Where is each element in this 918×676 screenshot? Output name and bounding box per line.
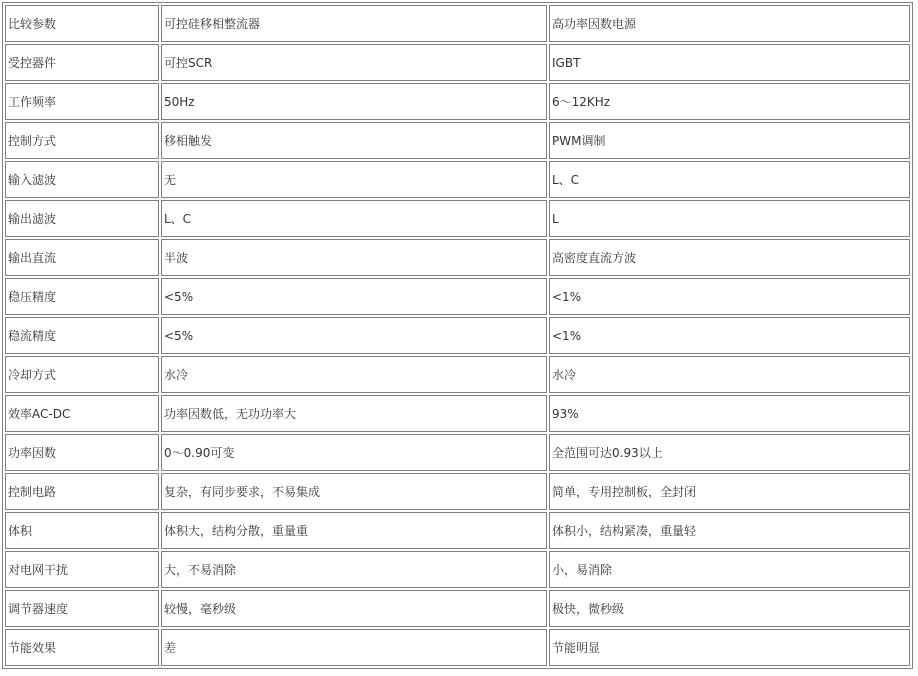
table-row bbox=[5, 551, 910, 588]
table-row bbox=[5, 434, 910, 471]
param-cell: 对电网干扰 bbox=[5, 551, 159, 588]
hpf-cell: <1% bbox=[549, 278, 910, 315]
scr-cell: 差 bbox=[161, 629, 547, 666]
scr-cell: <5% bbox=[161, 278, 547, 315]
hpf-cell: 简单，专用控制板，全封闭 bbox=[549, 473, 910, 510]
scr-cell: 可控硅移相整流器 bbox=[161, 5, 547, 42]
table-row bbox=[5, 512, 910, 549]
table-row bbox=[5, 5, 910, 42]
param-cell: 比较参数 bbox=[5, 5, 159, 42]
param-cell: 稳压精度 bbox=[5, 278, 159, 315]
param-cell: 控制电路 bbox=[5, 473, 159, 510]
scr-cell: 水冷 bbox=[161, 356, 547, 393]
table-row bbox=[5, 239, 910, 276]
param-cell: 稳流精度 bbox=[5, 317, 159, 354]
param-cell: 节能效果 bbox=[5, 629, 159, 666]
scr-cell: 体积大，结构分散，重量重 bbox=[161, 512, 547, 549]
scr-cell: 半波 bbox=[161, 239, 547, 276]
param-cell: 效率AC-DC bbox=[5, 395, 159, 432]
param-cell: 冷却方式 bbox=[5, 356, 159, 393]
table-row bbox=[5, 200, 910, 237]
table-row bbox=[5, 473, 910, 510]
scr-cell: 可控SCR bbox=[161, 44, 547, 81]
param-cell: 调节器速度 bbox=[5, 590, 159, 627]
table-row bbox=[5, 278, 910, 315]
hpf-cell: L bbox=[549, 200, 910, 237]
scr-cell: L、C bbox=[161, 200, 547, 237]
table-row bbox=[5, 44, 910, 81]
param-cell: 体积 bbox=[5, 512, 159, 549]
hpf-cell: 体积小，结构紧凑，重量轻 bbox=[549, 512, 910, 549]
param-cell: 输出滤波 bbox=[5, 200, 159, 237]
scr-cell: 大，不易消除 bbox=[161, 551, 547, 588]
table-row bbox=[5, 317, 910, 354]
scr-cell: 较慢，毫秒级 bbox=[161, 590, 547, 627]
comparison-table bbox=[2, 2, 913, 669]
param-cell: 功率因数 bbox=[5, 434, 159, 471]
scr-cell: 0～0.90可变 bbox=[161, 434, 547, 471]
hpf-cell: 节能明显 bbox=[549, 629, 910, 666]
hpf-cell: 高功率因数电源 bbox=[549, 5, 910, 42]
scr-cell: <5% bbox=[161, 317, 547, 354]
hpf-cell: 全范围可达0.93以上 bbox=[549, 434, 910, 471]
param-cell: 输入滤波 bbox=[5, 161, 159, 198]
scr-cell: 50Hz bbox=[161, 83, 547, 120]
param-cell: 输出直流 bbox=[5, 239, 159, 276]
table-row bbox=[5, 395, 910, 432]
hpf-cell: 93% bbox=[549, 395, 910, 432]
table-row bbox=[5, 83, 910, 120]
hpf-cell: 极快，微秒级 bbox=[549, 590, 910, 627]
hpf-cell: 水冷 bbox=[549, 356, 910, 393]
param-cell: 控制方式 bbox=[5, 122, 159, 159]
hpf-cell: 高密度直流方波 bbox=[549, 239, 910, 276]
table-row bbox=[5, 590, 910, 627]
scr-cell: 复杂，有同步要求，不易集成 bbox=[161, 473, 547, 510]
hpf-cell: PWM调制 bbox=[549, 122, 910, 159]
scr-cell: 无 bbox=[161, 161, 547, 198]
table-row bbox=[5, 356, 910, 393]
hpf-cell: L、C bbox=[549, 161, 910, 198]
hpf-cell: 小，易消除 bbox=[549, 551, 910, 588]
table-row bbox=[5, 122, 910, 159]
table-row bbox=[5, 161, 910, 198]
hpf-cell: <1% bbox=[549, 317, 910, 354]
hpf-cell: 6～12KHz bbox=[549, 83, 910, 120]
param-cell: 工作频率 bbox=[5, 83, 159, 120]
scr-cell: 移相触发 bbox=[161, 122, 547, 159]
hpf-cell: IGBT bbox=[549, 44, 910, 81]
table-row bbox=[5, 629, 910, 666]
param-cell: 受控器件 bbox=[5, 44, 159, 81]
scr-cell: 功率因数低，无功功率大 bbox=[161, 395, 547, 432]
